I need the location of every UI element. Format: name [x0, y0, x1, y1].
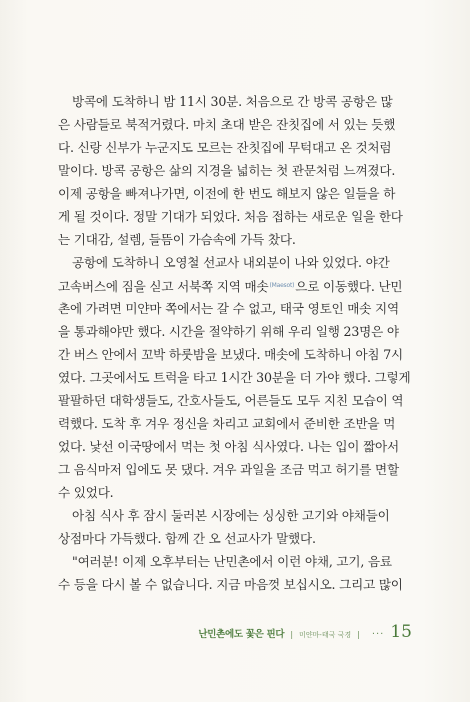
text-line: 었다. 낯선 이국땅에서 먹는 첫 아침 식사였다. 나는 입이 짧아서: [58, 439, 399, 454]
text-line: 력했다. 도착 후 겨우 정신을 차리고 교회에서 준비한 조반을 먹: [58, 416, 396, 431]
page-number: 15: [390, 622, 412, 642]
text-line: 수 등을 다시 볼 수 없습니다. 지금 마음껏 보십시오. 그리고 많이: [58, 577, 403, 592]
footer-separator: |: [290, 630, 294, 639]
text-line: 수 있었다.: [58, 485, 114, 500]
text-line: 말이다. 방콕 공항은 삶의 지경을 넓히는 첫 관문처럼 느껴졌다.: [58, 163, 396, 178]
text-line: 아침 식사 후 잠시 둘러본 시장에는 싱싱한 고기와 야채들이: [72, 508, 390, 523]
footer-separator: |: [357, 630, 360, 639]
running-book-title: 난민촌에도 꽃은 핀다: [198, 629, 285, 640]
romanization-note: (Maesot): [269, 282, 295, 289]
paragraph-1: [58, 90, 410, 251]
text-line: 공항에 도착하니 오영철 선교사 내외분이 나와 있었다. 야간: [72, 255, 390, 270]
paragraph-3: [58, 504, 410, 550]
paragraph-4: [58, 550, 410, 596]
text-line: 촌에 가려면 미얀마 쪽에서는 갈 수 없고, 태국 영토인 매솟 지역: [58, 301, 399, 316]
text-line: 방콕에 도착하니 밤 11시 30분. 처음으로 간 방콕 공항은 많: [72, 94, 393, 109]
text-segment: 으로 이동했다. 난민: [295, 279, 403, 294]
text-line: 간 버스 안에서 꼬박 하룻밤을 보냈다. 매솟에 도착하니 아침 7시: [58, 347, 403, 362]
text-line: 다. 신랑 신부가 누군지도 모르는 잔칫집에 무턱대고 온 것처럼: [58, 140, 392, 155]
text-line: 이제 공항을 빠져나가면, 이전에 한 번도 해보지 않은 일들을 하: [58, 186, 396, 201]
text-line: 그 음식마저 입에도 못 댔다. 겨우 과일을 조금 먹고 허기를 면할: [58, 462, 399, 477]
body-text: [58, 90, 410, 596]
text-line: 을 통과해야만 했다. 시간을 절약하기 위해 우리 일행 23명은 야: [58, 324, 399, 339]
text-line: 는 기대감, 설렘, 들뜸이 가슴속에 가득 찼다.: [58, 232, 296, 247]
footer-dots: ···: [371, 629, 385, 640]
text-line: 게 될 것이다. 정말 기대가 되었다. 처음 접하는 새로운 일을 한다: [58, 209, 403, 224]
running-subtitle: 미얀마-태국 국경: [299, 631, 352, 639]
text-line: 팔팔하던 대학생들도, 간호사들도, 어른들도 모두 지친 모습이 역: [58, 393, 404, 408]
text-line: 은 사람들로 북적거렸다. 마치 초대 받은 잔칫집에 서 있는 듯했: [58, 117, 396, 132]
page-footer: [198, 622, 412, 642]
text-segment: 고속버스에 짐을 싣고 서북쪽 지역 매솟: [58, 279, 269, 294]
text-line: "여러분! 이제 오후부터는 난민촌에서 이런 야채, 고기, 음료: [72, 554, 392, 569]
paragraph-2: [58, 251, 410, 504]
text-line: 였다. 그곳에서도 트럭을 타고 1시간 30분을 더 가야 했다. 그렇게: [58, 370, 410, 385]
text-line-with-note: [58, 274, 410, 297]
text-line: 상점마다 가득했다. 함께 간 오 선교사가 말했다.: [58, 531, 316, 546]
